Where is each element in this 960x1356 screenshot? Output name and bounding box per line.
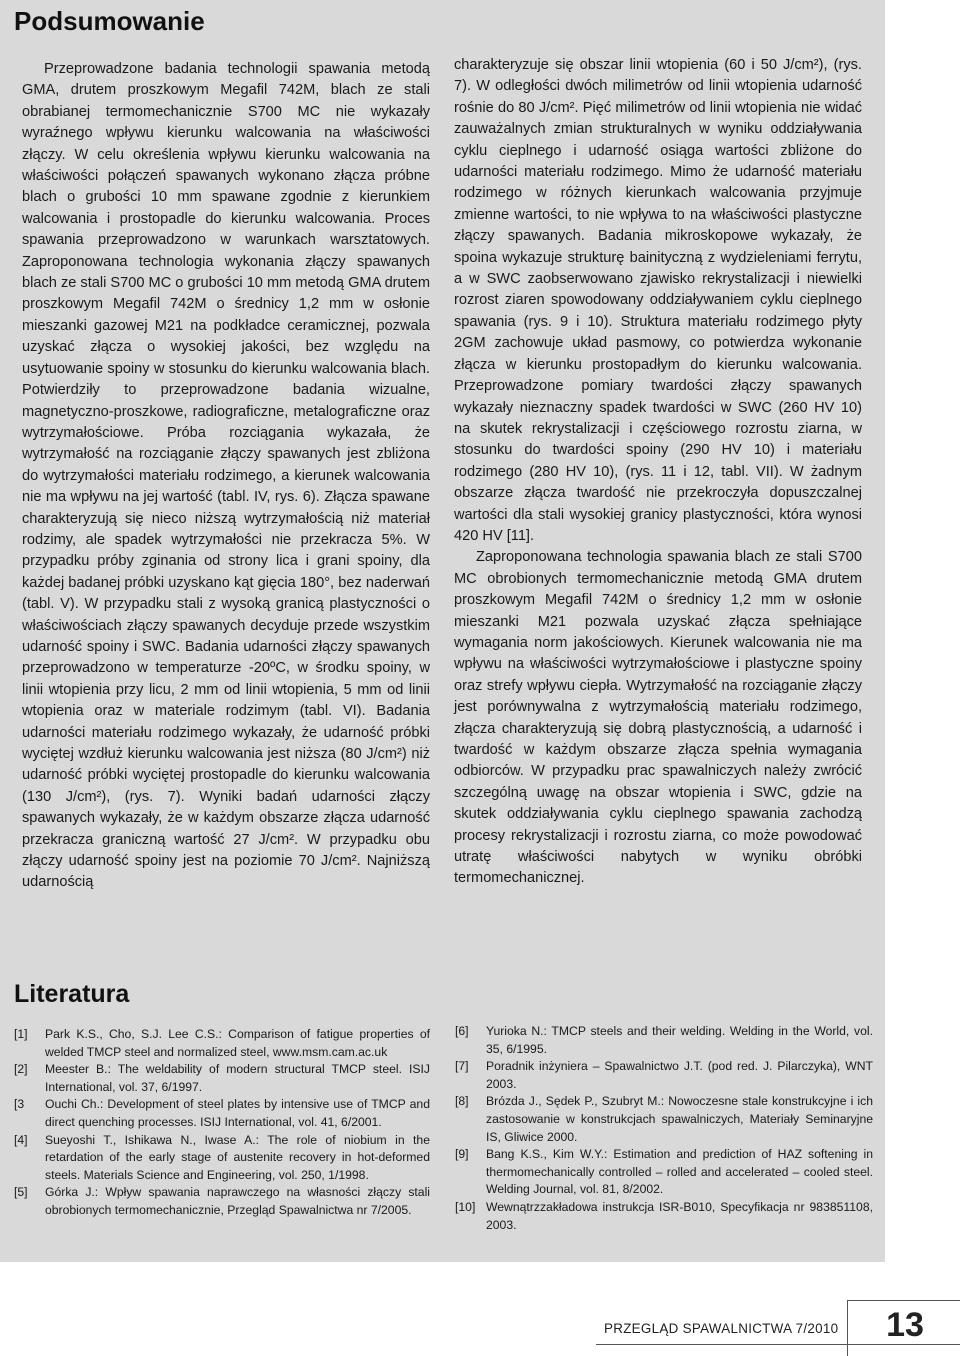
summary-right-column [454, 55, 862, 890]
reference-number: [2] [14, 1062, 28, 1077]
reference-text: Sueyoshi T., Ishikawa N., Iwase A.: The role of niobium in the retardation of the early stage of austenite recovery in hot-deformed steels. Materials Science and Engineering, vol. 250, 1/1998. [45, 1132, 430, 1182]
reference-text: Wewnątrzzakładowa instrukcja ISR-B010, Specyfikacja nr 983851108, 2003. [486, 1199, 873, 1232]
section-heading-literature: Literatura [14, 980, 130, 1008]
references-left-list [14, 1026, 430, 1220]
reference-number: [3 [14, 1097, 25, 1112]
summary-paragraph: Zaproponowana technologia spawania blach ze stali S700 MC obrobionych termomechanicznie metodą GMA drutem proszkowym Megafil 742M o średnicy 1,2 mm w osłonie mieszanki M21 pozwala uzyskać złącza spełniające wymagania norm jakościowych. Kierunek walcowania nie ma wpływu na właściwości wytrzymałościowe i plastyczne spoiny oraz strefy wpływu ciepła. Wytrzymałość na rozciąganie złączy jest porównywalna z wytrzymałością materiału rodzimego, złącza charakteryzują się dobrą plastycznością, a udarność i twardość w każdym obszarze złącza spełnia wymagania odbiorców. W przypadku prac spawalniczych należy zwrócić szczególną uwagę na obszar wtopienia i SWC, gdzie na skutek oddziaływania cyklu cieplnego spawania zachodzą procesy rekrystalizacji i rozrostu ziarna, co może powodować utratę właściwości nabytych w wyniku obróbki termomechanicznej. [454, 549, 862, 887]
reference-number: [9] [455, 1147, 469, 1162]
reference-number: [4] [14, 1132, 28, 1147]
reference-text: Ouchi Ch.: Development of steel plates by intensive use of TMCP and direct quenching processes. ISIJ International, vol. 41, 6/2001. [45, 1097, 430, 1129]
reference-text: Poradnik inżyniera – Spawalnictwo J.T. (pod red. J. Pilarczyka), WNT 2003. [486, 1059, 873, 1091]
reference-item [455, 1093, 873, 1146]
reference-text: Yurioka N.: TMCP steels and their welding. Welding in the World, vol. 35, 6/1995. [486, 1024, 873, 1056]
reference-number: [5] [14, 1185, 28, 1200]
summary-paragraph: charakteryzuje się obszar linii wtopienia (60 i 50 J/cm²), (rys. 7). W odległości dwóch milimetrów od linii wtopienia udarność rośnie do 80 J/cm². Pięć milimetrów od linii wtopienia nie widać zauważalnych zmian strukturalnych w wyniku oddziaływania cyklu cieplnego i udarność osiąga wartości zbliżone do udarności materiału rodzimego. Mimo że udarność materiału rodzimego w różnych kierunkach walcowania przyjmuje zmienne wartości, to nie wpływa to na właściwości plastyczne złączy spawanych. Badania mikroskopowe wykazały, że spoina wykazuje strukturę bainityczną z wydzieleniami ferrytu, a w SWC zaobserwowano zjawisko rekrystalizacji i niewielki rozrost ziaren spowodowany oddziaływaniem cyklu cieplnego spawania (rys. 9 i 10). Struktura materiału rodzimego płyty 2GM zachowuje układ pasmowy, co potwierdza wykonanie złącza w kierunku prostopadłym do kierunku walcowania. Przeprowadzone pomiary twardości złączy spawanych wykazały nieznaczny spadek twardości w SWC (260 HV 10) na skutek rekrystalizacji i częściowego rozrostu ziarna, w stosunku do twardości spoiny (290 HV 10) i materiału rodzimego (280 HV 10), (rys. 11 i 12, tabl. VII). W żadnym obszarze złącza twardość nie przekroczyła dopuszczalnej wartości dla stali wysokiej granicy plastyczności, która wynosi 420 HV [11]. [454, 57, 862, 544]
reference-text: Górka J.: Wpływ spawania naprawczego na własności złączy stali obrobionych termomechanicznie, Przegląd Spawalnictwa nr 7/2005. [45, 1185, 430, 1217]
reference-number: [7] [455, 1059, 469, 1074]
reference-text: Park K.S., Cho, S.J. Lee C.S.: Comparison of fatigue properties of welded TMCP steel and normalized steel, www.msm.cam.ac.uk [45, 1027, 430, 1059]
reference-text: Meester B.: The weldability of modern structural TMCP steel. ISIJ International, vol. 37, 6/1997. [45, 1062, 430, 1094]
reference-number: [8] [455, 1094, 469, 1109]
summary-paragraph: Przeprowadzone badania technologii spawania metodą GMA, drutem proszkowym Megafil 742M, blach ze stali obrabianej termomechanicznie S700 MC nie wykazały wyraźnego wpływu kierunku walcowania na właściwości złączy. W celu określenia wpływu kierunku walcowania na właściwości połączeń spawanych wykonano złącza próbne blach o grubości 10 mm spawane zgodnie z kierunkiem walcowania i prostopadle do kierunku walcowania. Proces spawania przeprowadzono w warunkach warsztatowych. Zaproponowana technologia wykonania złączy spawanych blach ze stali S700 MC o grubości 10 mm metodą GMA drutem proszkowym Megafil 742M o średnicy 1,2 mm w osłonie mieszanki gazowej M21 na podkładce ceramicznej, pozwala uzyskać złącza o wysokiej jakości, bez względu na usytuowanie spoiny w stosunku do kierunku walcowania blach. Potwierdziły to przeprowadzone badania wizualne, magnetyczno-proszkowe, radiograficzne, metalograficzne oraz wytrzymałościowe. Próba rozciągania wykazała, że wytrzymałość na rozciąganie złączy spawanych jest zbliżona do wytrzymałości materiału rodzimego, a kierunek walcowania nie ma wpływu na jej wartość (tabl. IV, rys. 6). Złącza spawane charakteryzują się nieco niższą wytrzymałością niż materiał rodzimy, ale spadek wytrzymałości nie przekracza 5%. W przypadku próby zginania od strony lica i grani spoiny, dla każdej badanej próbki uzyskano kąt gięcia 180°, bez naderwań (tabl. V). W przypadku stali z wysoką granicą plastyczności o właściwościach złączy spawanych decyduje przede wszystkim udarność spoiny i SWC. Badania udarności złączy spawanych przeprowadzono w temperaturze -20ºC, w środku spoiny, w linii wtopienia przy licu, 2 mm od linii wtopienia, 5 mm od linii wtopienia oraz w materiale rodzimym (tabl. VI). Badania udarności materiału rodzimego wykazały, że udarność próbki wyciętej wzdłuż kierunku walcowania jest niższa (80 J/cm²) niż udarność próbki wyciętej prostopadle do kierunku walcowania (130 J/cm²), (rys. 7). Wyniki badań udarności złączy spawanych wykazały, że w każdym obszarze złącza udarność przekracza graniczną wartość 27 J/cm². W przypadku obu złączy udarność spoiny jest na poziomie 70 J/cm². Najniższą udarnością [22, 61, 430, 891]
reference-item [14, 1096, 430, 1131]
section-heading-summary: Podsumowanie [14, 6, 205, 36]
reference-number: [10] [455, 1199, 476, 1214]
journal-title: PRZEGLĄD SPAWALNICTWA 7/2010 [604, 1321, 839, 1336]
summary-left-column [22, 59, 430, 894]
reference-text: Bang K.S., Kim W.Y.: Estimation and prediction of HAZ softening in thermomechanically controlled – rolled and accelerated – cooled steel. Welding Journal, vol. 81, 8/2002. [486, 1147, 873, 1197]
reference-number: [6] [455, 1024, 469, 1038]
reference-item [14, 1184, 430, 1219]
reference-item [455, 1023, 873, 1058]
reference-text: Brózda J., Sędek P., Szubryt M.: Nowoczesne stale konstrukcyjne i ich zastosowanie w konstrukcjach spawalniczych, Materiały Seminaryjne IS, Gliwice 2000. [486, 1094, 873, 1144]
footer-divider-vertical [847, 1300, 848, 1356]
reference-item [14, 1061, 430, 1096]
reference-item [455, 1146, 873, 1199]
reference-item [14, 1132, 430, 1185]
footer-divider-top [847, 1300, 960, 1301]
reference-item [455, 1058, 873, 1093]
references-right-list [455, 1023, 873, 1234]
reference-item [455, 1199, 873, 1234]
page-number: 13 [886, 1306, 924, 1344]
reference-number: [1] [14, 1027, 28, 1041]
reference-item [14, 1026, 430, 1061]
